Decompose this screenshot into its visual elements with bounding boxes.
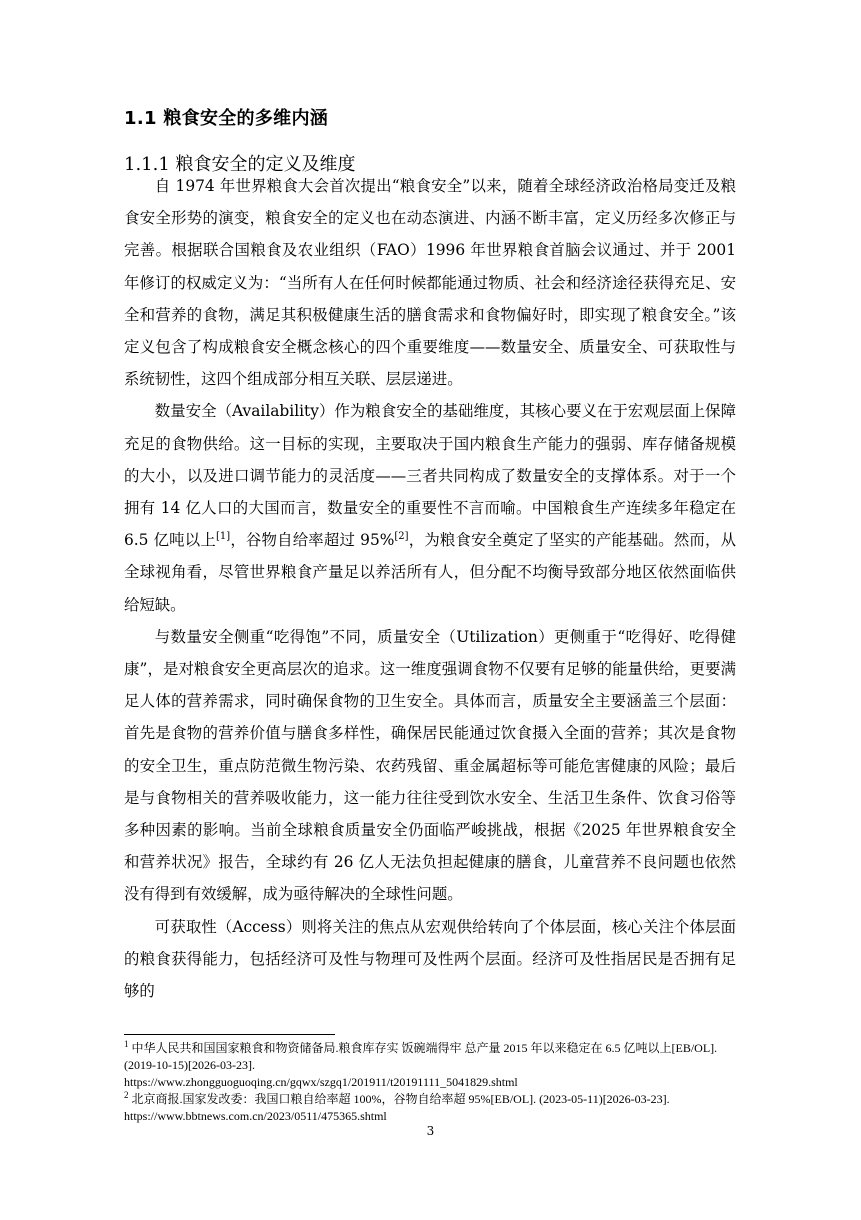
paragraph-utilization: 与数量安全侧重“吃得饱”不同，质量安全（Utilization）更侧重于“吃得好、吃得健康”，是对粮食安全更高层次的追求。这一维度强调食物不仅要有足够的能量供给，更要满足人体的营养需求，同时确保食物的卫生安全。具体而言，质量安全主要涵盖三个层面：首先是食物的营养价值与膳食多样性，确保居民能通过饮食摄入全面的营养；其次是食物的安全卫生，重点防范微生物污染、农药残留、重金属超标等可能危害健康的风险；最后是与食物相关的营养吸收能力，这一能力往往受到饮水安全、生活卫生条件、饮食习俗等多种因素的影响。当前全球粮食质量安全仍面临严峻挑战，根据《2025 年世界粮食安全和营养状况》报告，全球约有 26 亿人无法负担起健康的膳食，儿童营养不良问题也依然没有得到有效缓解，成为亟待解决的全球性问题。 [124, 627, 736, 904]
paragraph-access: 可获取性（Access）则将关注的焦点从宏观供给转向了个体层面，核心关注个体层面的粮食获得能力，包括经济可及性与物理可及性两个层面。经济可及性指居民是否拥有足够的 [124, 917, 736, 1001]
paragraph-definition: 自 1974 年世界粮食大会首次提出“粮食安全”以来，随着全球经济政治格局变迁及粮食安全形势的演变，粮食安全的定义也在动态演进、内涵不断丰富，定义历经多次修正与完善。根据联合国粮食及农业组织（FAO）1996 年世界粮食首脑会议通过、并于 2001 年修订的权威定义为：“当所有人在任何时候都能通过物质、社会和经济途径获得充足、安全和营养的食物，满足其积极健康生活的膳食需求和食物偏好时，即实现了粮食安全。”该定义包含了构成粮食安全概念核心的四个重要维度——数量安全、质量安全、可获取性与系统韧性，这四个组成部分相互关联、层层递进。 [124, 177, 736, 389]
footnote-text: 中华人民共和国国家粮食和物资储备局.粮食库存实 饭碗端得牢 总产量 2015 年以来稳定在 6.5 亿吨以上[EB/OL]. (2019-10-15)[2026-03-23]. [124, 1041, 718, 1072]
subsection-heading: 1.1.1 粮食安全的定义及维度 [124, 154, 356, 175]
footnote-link[interactable]: https://www.bbtnews.com.cn/2023/0511/475365.shtml [124, 1109, 387, 1123]
footnote-text: 北京商报.国家发改委：我国口粮自给率超 100%，谷物自给率超 95%[EB/OL]. (2023-05-11)[2026-03-23]. [131, 1092, 670, 1106]
footnote-number: 1 [124, 1039, 129, 1049]
citation-ref-2[interactable]: [2] [394, 531, 409, 543]
citation-ref-1[interactable]: [1] [215, 531, 231, 543]
paragraph-text: ，谷物自给率超过 95% [230, 531, 395, 550]
body-text [124, 170, 736, 1007]
paragraph-availability [124, 395, 736, 620]
footnote-2 [124, 1091, 736, 1125]
section-heading: 1.1 粮食安全的多维内涵 [124, 108, 329, 129]
paragraph-text: ，为粮食安全奠定了坚实的产能基础。然而，从全球视角看，尽管世界粮食产量足以养活所有人，但分配不均衡导致部分地区依然面临供给短缺。 [124, 531, 736, 614]
paragraph-text: 数量安全（Availability）作为粮食安全的基础维度，其核心要义在于宏观层面上保障充足的食物供给。这一目标的实现，主要取决于国内粮食生产能力的强弱、库存储备规模的大小，以及进口调节能力的灵活度——三者共同构成了数量安全的支撑体系。对于一个拥有 14 亿人口的大国而言，数量安全的重要性不言而喻。中国粮食生产连续多年稳定在 6.5 亿吨以上 [124, 402, 736, 550]
footnotes [124, 1040, 736, 1125]
footnote-separator [124, 1034, 335, 1035]
page-number: 3 [426, 1124, 435, 1138]
footnote-1 [124, 1040, 736, 1091]
footnote-number: 2 [124, 1090, 129, 1100]
footnote-link[interactable]: https://www.zhongguoguoqing.cn/gqwx/szgq1/201911/t20191111_5041829.shtml [124, 1075, 518, 1089]
